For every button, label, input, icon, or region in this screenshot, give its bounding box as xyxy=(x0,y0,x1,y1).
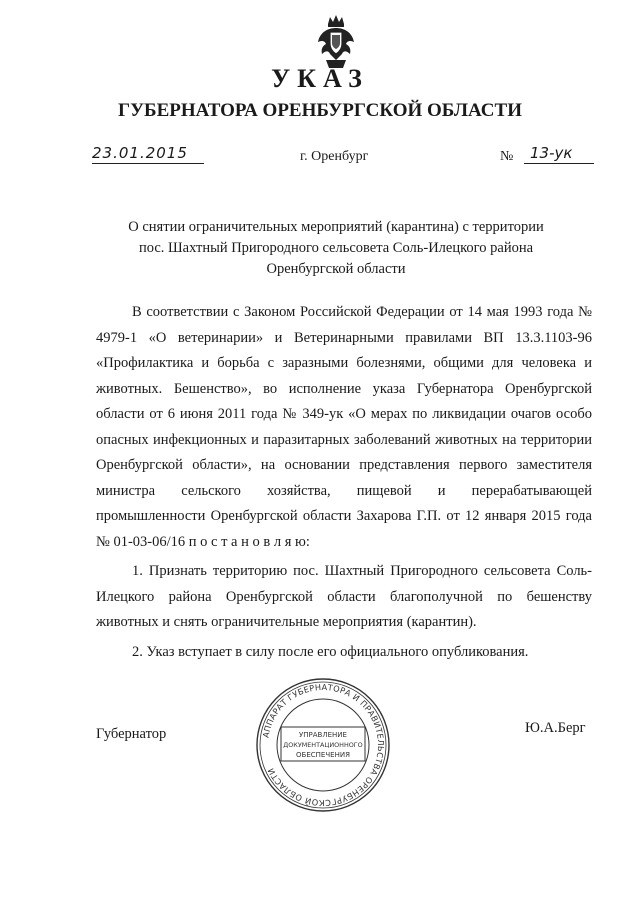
document-number: 13-ук xyxy=(524,144,594,164)
heading-line: О снятии ограничительных мероприятий (карантина) с территории xyxy=(128,219,544,235)
body-paragraph-preamble: В соответствии с Законом Российской Федерации от 14 мая 1993 года № 4979-1 «О ветеринарии» и Ветеринарными правилами ВП 13.3.1103-96 «Профилактика и борьба с заразными болезнями, общими для человека и животных. Бешенство», во исполнение указа Губернатора Оренбургской области от 6 июня 2011 года № 349-ук «О мерах по ликвидации очагов особо опасных инфекционных и паразитарных заболеваний животных на территории Оренбургской области», на основании представления первого заместителя министра сельского хозяйства, пищевой и перерабатывающей промышленности Оренбургской области Захарова Г.П. от 12 января 2015 года № 01-03-06/16 п о с т а н о в л я ю: xyxy=(96,304,592,550)
stamp-inner-line: ДОКУМЕНТАЦИОННОГО xyxy=(283,741,363,749)
body-paragraph-item-1: 1. Признать территорию пос. Шахтный Пригородного сельсовета Соль-Илецкого района Оренбургской области благополучной по бешенству животных и снять ограничительные мероприятия (карантин). xyxy=(96,563,592,630)
document-city: г. Оренбург xyxy=(300,149,369,164)
document-subtitle: ГУБЕРНАТОРА ОРЕНБУРГСКОЙ ОБЛАСТИ xyxy=(118,100,522,121)
stamp-inner-line: УПРАВЛЕНИЕ xyxy=(299,731,347,739)
document-title: УКАЗ xyxy=(271,64,369,93)
document-date: 23.01.2015 xyxy=(92,144,204,164)
number-sign: № xyxy=(500,149,514,164)
document-body xyxy=(96,300,592,665)
document-heading xyxy=(96,217,576,280)
stamp-ring-text: АППАРАТ ГУБЕРНАТОРА И ПРАВИТЕЛЬСТВА ОРЕНБУРГСКОЙ ОБЛАСТИ xyxy=(260,681,387,809)
official-stamp xyxy=(255,677,391,813)
signatory-name: Ю.А.Берг xyxy=(525,720,586,736)
body-paragraph-item-2: 2. Указ вступает в силу после его официального опубликования. xyxy=(132,643,529,660)
coat-of-arms-icon xyxy=(316,14,356,70)
heading-line: пос. Шахтный Пригородного сельсовета Соль-Илецкого района xyxy=(138,240,534,256)
heading-line: Оренбургской области xyxy=(266,261,406,277)
signatory-role: Губернатор xyxy=(96,726,167,742)
stamp-inner-line: ОБЕСПЕЧЕНИЯ xyxy=(296,751,350,759)
